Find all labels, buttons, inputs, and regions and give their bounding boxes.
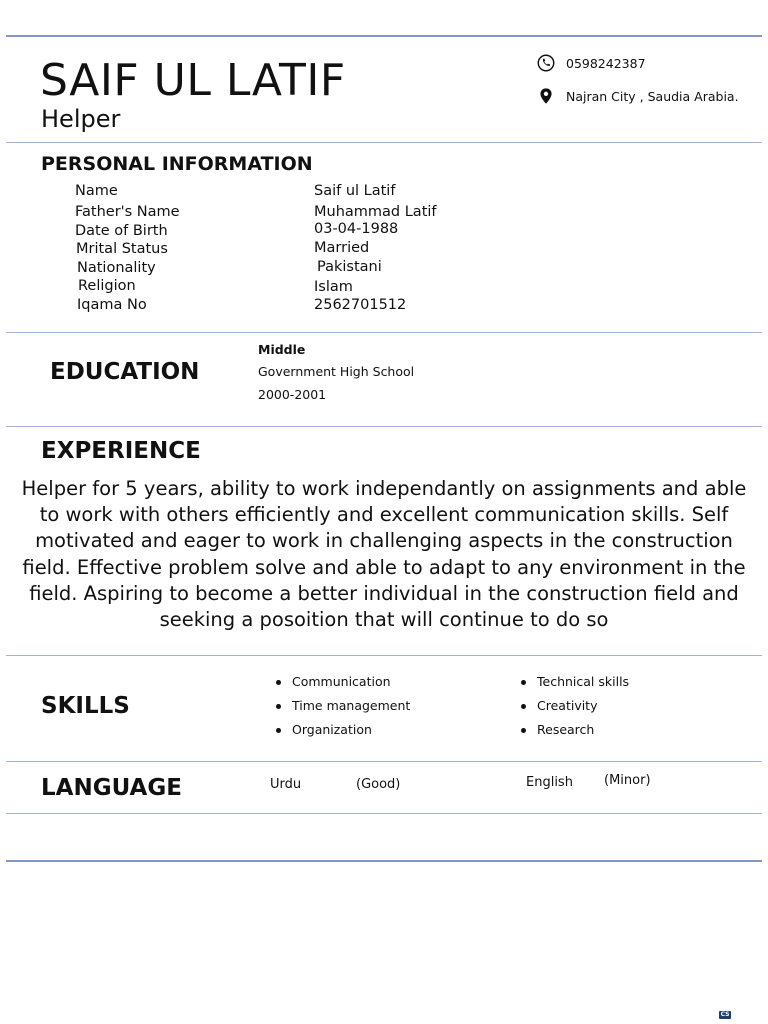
- pi-value-father: Muhammad Latif: [314, 204, 437, 220]
- divider: [6, 426, 762, 427]
- top-divider: [6, 35, 762, 37]
- candidate-name: SAIF UL LATIF: [40, 55, 346, 106]
- candidate-role: Helper: [41, 105, 121, 133]
- list-item: Research: [519, 718, 629, 742]
- pi-label-marital: Mrital Status: [76, 241, 168, 257]
- language-heading: LANGUAGE: [41, 775, 182, 801]
- list-item: Creativity: [519, 694, 629, 718]
- skills-heading: SKILLS: [41, 693, 130, 719]
- pi-label-nationality: Nationality: [77, 260, 156, 276]
- personal-info-heading: PERSONAL INFORMATION: [41, 153, 313, 175]
- language-level-english: (Minor): [604, 773, 651, 788]
- location-pin-icon: [537, 87, 555, 105]
- skills-list-left: [274, 670, 410, 742]
- divider: [6, 142, 762, 143]
- education-heading: EDUCATION: [50, 359, 200, 385]
- experience-summary: Helper for 5 years, ability to work independantly on assignments and able to work with others efficiently and excellent communication skills. Self motivated and eager to work in challenging aspects in the construction field. Effective problem solve and able to adapt to any environment in the field. Aspiring to become a better individual in the construction field and seeking a posoition that will continue to do so: [21, 477, 747, 632]
- scanner-badge: CS: [720, 1011, 730, 1018]
- education-years: 2000-2001: [258, 387, 327, 402]
- pi-value-iqama: 2562701512: [314, 297, 407, 313]
- education-school: Government High School: [258, 364, 415, 379]
- pi-value-nationality: Pakistani: [317, 259, 382, 275]
- list-item: Time management: [274, 694, 410, 718]
- list-item: Communication: [274, 670, 410, 694]
- list-item: Technical skills: [519, 670, 629, 694]
- language-name-urdu: Urdu: [270, 777, 302, 792]
- divider: [6, 655, 762, 656]
- phone-icon: [537, 54, 555, 72]
- divider: [6, 761, 762, 762]
- education-level: Middle: [258, 342, 306, 357]
- phone-number: 0598242387: [566, 56, 646, 71]
- bottom-divider: [6, 860, 762, 862]
- pi-value-religion: Islam: [314, 279, 353, 295]
- location-text: Najran City , Saudia Arabia.: [566, 89, 739, 104]
- language-level-urdu: (Good): [356, 777, 401, 792]
- divider: [6, 332, 762, 333]
- list-item: Organization: [274, 718, 410, 742]
- experience-heading: EXPERIENCE: [41, 438, 201, 464]
- pi-value-dob: 03-04-1988: [314, 221, 399, 237]
- divider: [6, 813, 762, 814]
- pi-label-iqama: Iqama No: [77, 297, 147, 313]
- pi-label-name: Name: [75, 183, 118, 199]
- pi-label-dob: Date of Birth: [75, 223, 168, 239]
- pi-value-name: Saif ul Latif: [314, 183, 396, 199]
- pi-label-religion: Religion: [78, 278, 136, 294]
- pi-value-marital: Married: [314, 240, 370, 256]
- pi-label-father: Father's Name: [75, 204, 180, 220]
- language-name-english: English: [526, 775, 573, 790]
- skills-list-right: [519, 670, 629, 742]
